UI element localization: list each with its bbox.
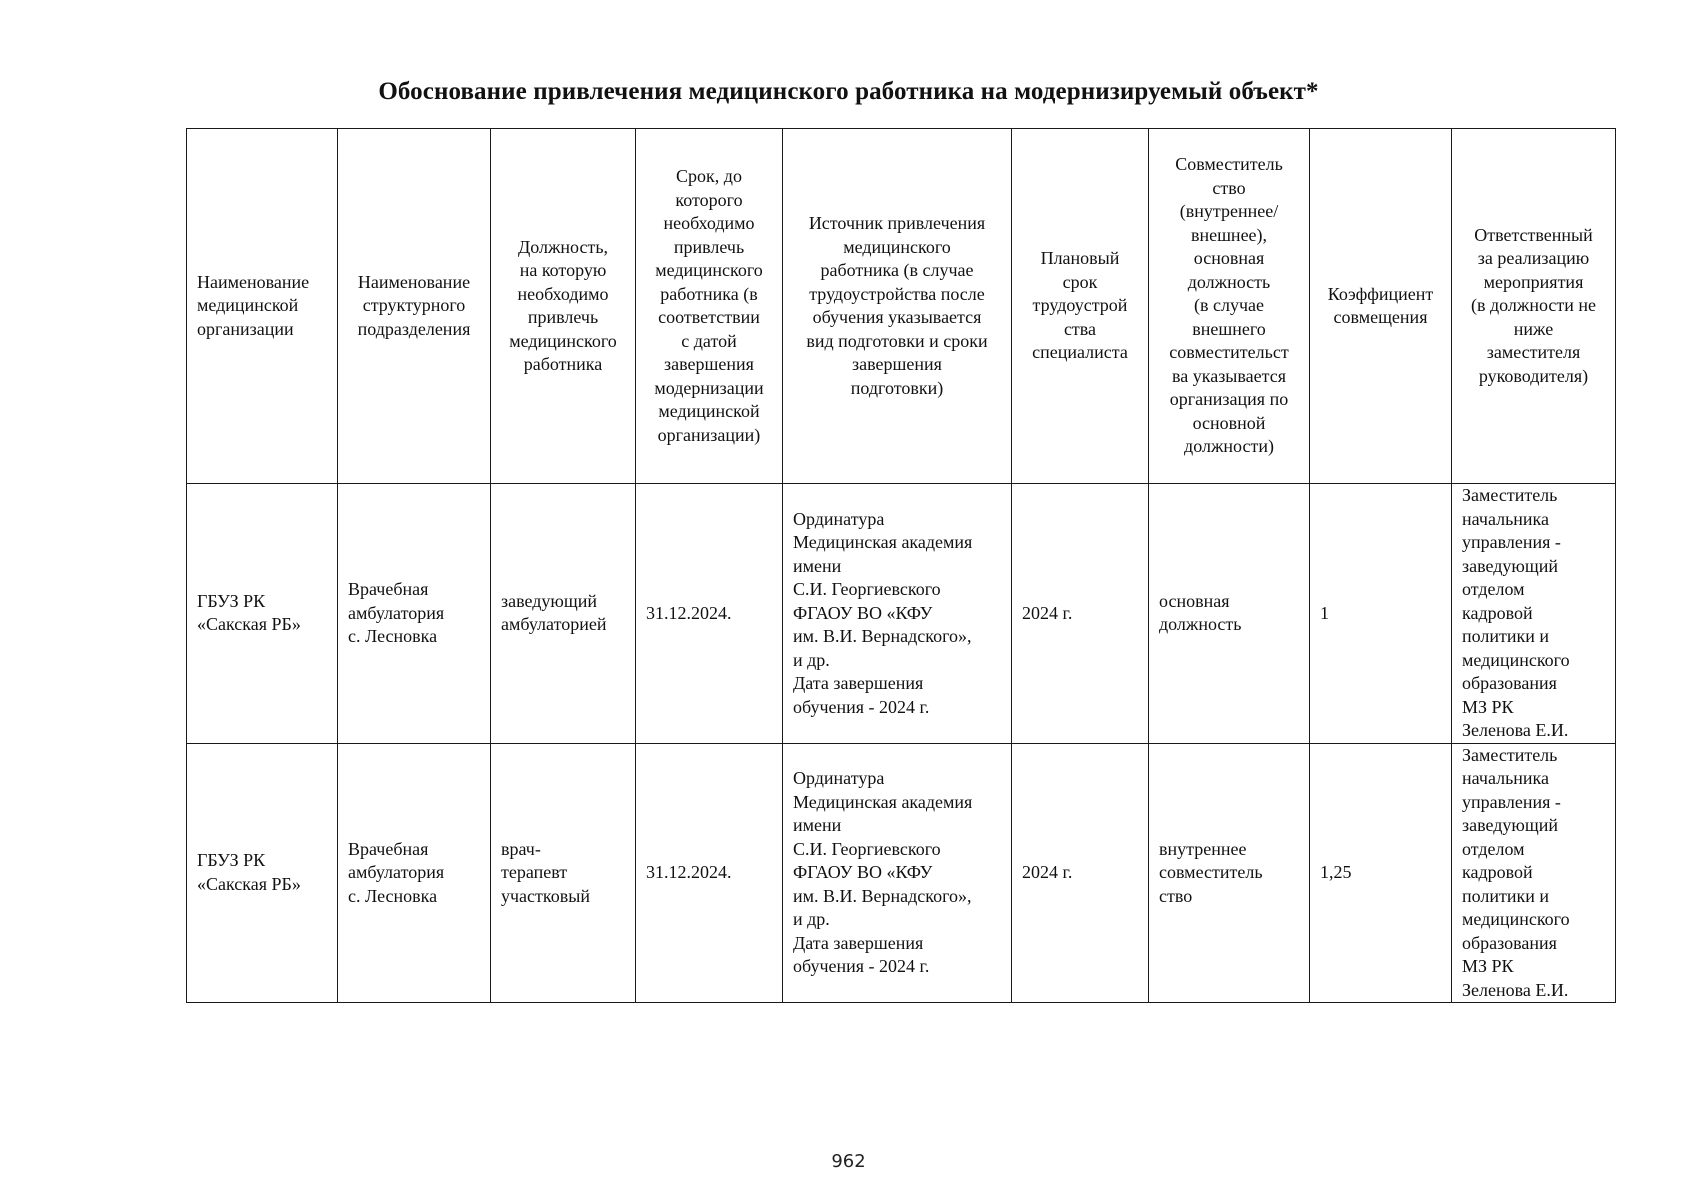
- header-deadline: Срок, до которого необходимо привлечь медицинского работника (в соответствии с датой завершения модернизации медицинской организации): [636, 129, 783, 484]
- cell-responsible: Заместитель начальника управления - заведующий отделом кадровой политики и медицинского образования МЗ РК Зеленова Е.И.: [1452, 743, 1616, 1003]
- cell-coefficient: 1,25: [1310, 743, 1452, 1003]
- table-row: [187, 484, 1616, 744]
- cell-subdivision: Врачебная амбулатория с. Лесновка: [338, 743, 491, 1003]
- cell-combination: внутреннее совместитель ство: [1149, 743, 1310, 1003]
- cell-subdivision: Врачебная амбулатория с. Лесновка: [338, 484, 491, 744]
- cell-organization: ГБУЗ РК «Сакская РБ»: [187, 484, 338, 744]
- cell-organization: ГБУЗ РК «Сакская РБ»: [187, 743, 338, 1003]
- cell-coefficient: 1: [1310, 484, 1452, 744]
- cell-planned-date: 2024 г.: [1012, 484, 1149, 744]
- cell-source: Ординатура Медицинская академия имени С.И. Георгиевского ФГАОУ ВО «КФУ им. В.И. Вернадского», и др. Дата завершения обучения - 2024 г.: [783, 484, 1012, 744]
- cell-position: врач- терапевт участковый: [491, 743, 636, 1003]
- header-responsible: Ответственный за реализацию мероприятия (в должности не ниже заместителя руководителя): [1452, 129, 1616, 484]
- header-position: Должность, на которую необходимо привлечь медицинского работника: [491, 129, 636, 484]
- cell-deadline: 31.12.2024.: [636, 743, 783, 1003]
- cell-planned-date: 2024 г.: [1012, 743, 1149, 1003]
- page-title: Обоснование привлечения медицинского работника на модернизируемый объект*: [378, 78, 1319, 105]
- cell-deadline: 31.12.2024.: [636, 484, 783, 744]
- header-source: Источник привлечения медицинского работника (в случае трудоустройства после обучения указывается вид подготовки и сроки завершения подготовки): [783, 129, 1012, 484]
- header-planned-date: Плановый срок трудоустрой ства специалиста: [1012, 129, 1149, 484]
- table-header-row: [187, 129, 1616, 484]
- table-row: [187, 743, 1616, 1003]
- header-combination: Совместитель ство (внутреннее/ внешнее), основная должность (в случае внешнего совместительст ва указывается организация по основной должности): [1149, 129, 1310, 484]
- page-number: 962: [831, 1151, 866, 1172]
- cell-combination: основная должность: [1149, 484, 1310, 744]
- workforce-table: [186, 128, 1616, 1003]
- cell-position: заведующий амбулаторией: [491, 484, 636, 744]
- header-subdivision: Наименование структурного подразделения: [338, 129, 491, 484]
- cell-source: Ординатура Медицинская академия имени С.И. Георгиевского ФГАОУ ВО «КФУ им. В.И. Вернадского», и др. Дата завершения обучения - 2024 г.: [783, 743, 1012, 1003]
- header-coefficient: Коэффициент совмещения: [1310, 129, 1452, 484]
- cell-responsible: Заместитель начальника управления - заведующий отделом кадровой политики и медицинского образования МЗ РК Зеленова Е.И.: [1452, 484, 1616, 744]
- header-organization: Наименование медицинской организации: [187, 129, 338, 484]
